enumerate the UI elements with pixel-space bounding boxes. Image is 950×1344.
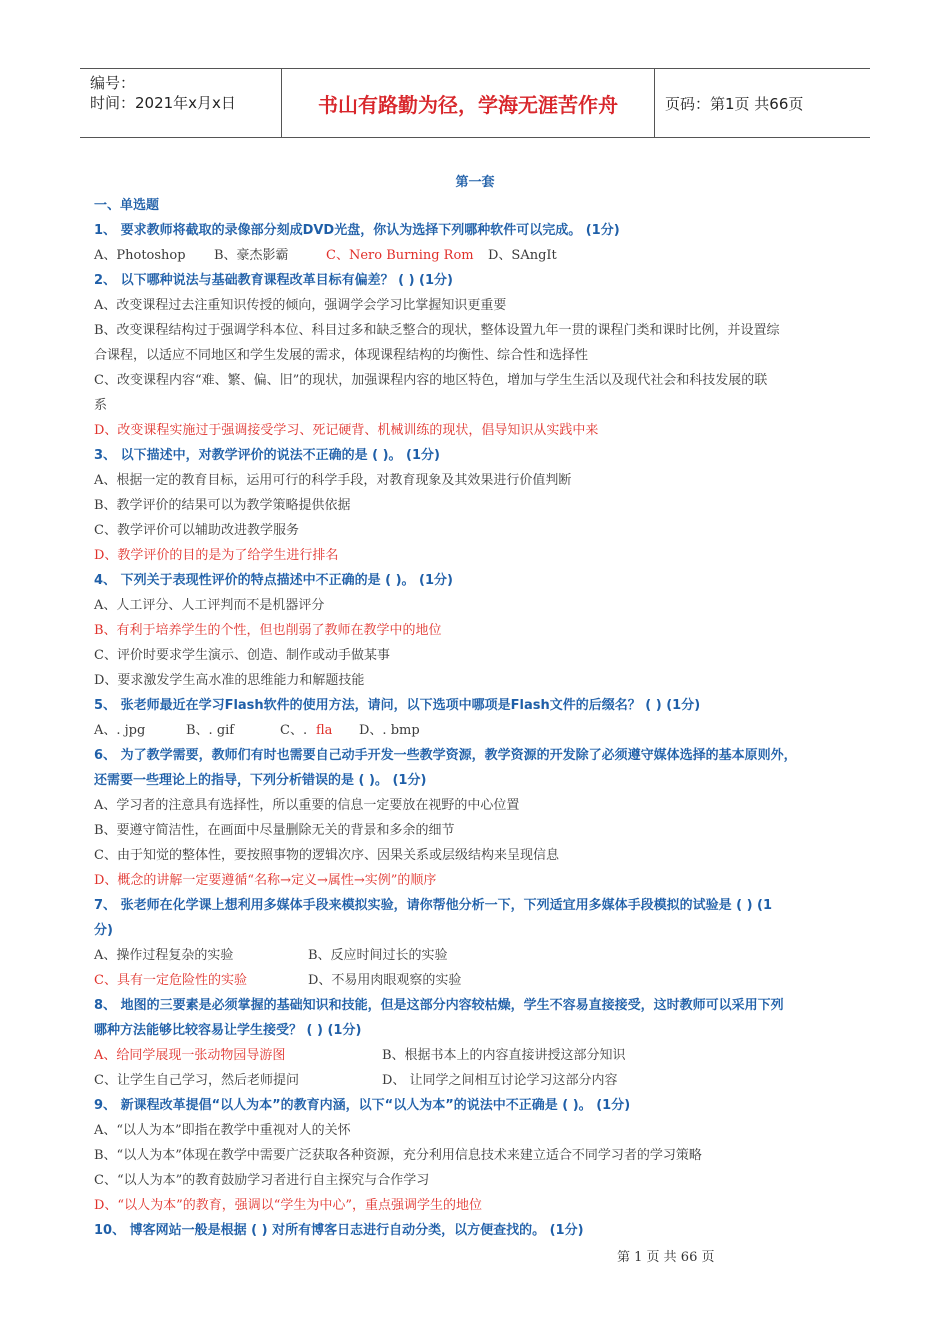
option-c: C、“以人为本”的教育鼓励学习者进行自主探究与合作学习 <box>94 1173 430 1188</box>
question-10: 10、 博客网站一般是根据 ( ) 对所有博客日志进行自动分类，以方便查找的。 (1分) <box>94 1223 584 1238</box>
option-d-correct: D、“以人为本”的教育，强调以“学生为中心”，重点强调学生的地位 <box>94 1198 483 1213</box>
option-b: B、. gif <box>186 723 235 738</box>
option-a: A、改变课程过去注重知识传授的倾向，强调学会学习比掌握知识更重要 <box>94 298 507 313</box>
section-title: 一、单选题 <box>94 198 160 213</box>
option-a: A、学习者的注意具有选择性，所以重要的信息一定要放在视野的中心位置 <box>94 798 520 813</box>
question-1: 1、 要求教师将截取的录像部分刻成DVD光盘，你认为选择下列哪种软件可以完成。 (1分) <box>94 223 620 238</box>
question-5: 5、 张老师最近在学习Flash软件的使用方法，请问，以下选项中哪项是Flash文件的后缀名？ ( ) (1分) <box>94 698 701 713</box>
option-d-correct: D、改变课程实施过于强调接受学习、死记硬背、机械训练的现状，倡导知识从实践中来 <box>94 423 599 438</box>
question-6-line2: 还需要一些理论上的指导，下列分析错误的是 ( )。 (1分) <box>94 773 427 788</box>
question-list <box>94 193 864 1243</box>
question-7-options-row2 <box>94 968 864 993</box>
question-4: 4、 下列关于表现性评价的特点描述中不正确的是 ( )。 (1分) <box>94 573 453 588</box>
code-label: 编号： <box>90 74 136 92</box>
question-7-line1: 7、 张老师在化学课上想利用多媒体手段来模拟实验，请你帮他分析一下，下列适宜用多媒体手段模拟的试验是 ( ) (1 <box>94 898 773 913</box>
question-8-options-row2 <box>94 1068 864 1093</box>
question-2: 2、 以下哪种说法与基础教育课程改革目标有偏差？ ( ) (1分) <box>94 273 453 288</box>
set-title: 第一套 <box>455 175 495 190</box>
option-c: C、教学评价可以辅助改进教学服务 <box>94 523 299 538</box>
page-footer: 第 1 页 共 66 页 <box>617 1250 715 1265</box>
option-a: A、Photoshop <box>94 248 186 263</box>
date-label: 时间：2021年x月x日 <box>90 94 236 112</box>
option-b: B、根据书本上的内容直接讲授这部分知识 <box>382 1048 626 1063</box>
question-9: 9、 新课程改革提倡“以人为本”的教育内涵，以下“以人为本”的说法中不正确是 ( )。 (1分) <box>94 1098 631 1113</box>
question-6-line1: 6、 为了教学需要，教师们有时也需要自己动手开发一些教学资源，教学资源的开发除了必须遵守媒体选择的基本原则外， <box>94 748 797 763</box>
question-1-options <box>94 243 864 268</box>
option-c: C、让学生自己学习，然后老师提问 <box>94 1073 299 1088</box>
option-a: A、“以人为本”即指在教学中重视对人的关怀 <box>94 1123 351 1138</box>
option-b: B、豪杰影霸 <box>214 248 289 263</box>
option-a: A、人工评分、人工评判而不是机器评分 <box>94 598 325 613</box>
question-3: 3、 以下描述中，对教学评价的说法不正确的是 ( )。 (1分) <box>94 448 440 463</box>
header-meta <box>80 69 282 137</box>
option-d: D、 让同学之间相互讨论学习这部分内容 <box>382 1073 618 1088</box>
option-c-line2: 系 <box>94 398 108 413</box>
page-header <box>80 68 870 138</box>
option-a: A、根据一定的教育目标，运用可行的科学手段，对教育现象及其效果进行价值判断 <box>94 473 572 488</box>
question-7-options-row1 <box>94 943 864 968</box>
option-c: C、评价时要求学生演示、创造、制作或动手做某事 <box>94 648 390 663</box>
question-8-line1: 8、 地图的三要素是必须掌握的基础知识和技能，但是这部分内容较枯燥，学生不容易直接接受，这时教师可以采用下列 <box>94 998 784 1013</box>
option-b-line1: B、改变课程结构过于强调学科本位、科目过多和缺乏整合的现状，整体设置九年一贯的课程门类和课时比例，并设置综 <box>94 323 780 338</box>
question-7-line2: 分) <box>94 923 113 938</box>
question-8-line2: 哪种方法能够比较容易让学生接受？ ( ) (1分) <box>94 1023 362 1038</box>
option-c-prefix: C、. <box>280 723 308 738</box>
option-d: D、要求激发学生高水准的思维能力和解题技能 <box>94 673 365 688</box>
option-c-correct: fla <box>316 723 333 738</box>
option-b: B、反应时间过长的实验 <box>308 948 448 963</box>
option-b-correct: B、有利于培养学生的个性，但也削弱了教师在教学中的地位 <box>94 623 442 638</box>
option-d-correct: D、概念的讲解一定要遵循“名称→定义→属性→实例”的顺序 <box>94 873 437 888</box>
option-b: B、教学评价的结果可以为教学策略提供依据 <box>94 498 351 513</box>
option-a-correct: A、给同学展现一张动物园导游图 <box>94 1048 286 1063</box>
option-c-correct: C、Nero Burning Rom <box>326 248 474 263</box>
header-page-label: 页码：第1页 共66页 <box>665 94 804 113</box>
question-5-options <box>94 718 864 743</box>
option-a: A、. jpg <box>94 723 146 738</box>
option-b-line2: 合课程，以适应不同地区和学生发展的需求，体现课程结构的均衡性、综合性和选择性 <box>94 348 589 363</box>
question-8-options-row1 <box>94 1043 864 1068</box>
option-d: D、SAngIt <box>488 248 557 263</box>
option-b: B、要遵守简洁性，在画面中尽量删除无关的背景和多余的细节 <box>94 823 455 838</box>
option-c-correct: C、具有一定危险性的实验 <box>94 973 247 988</box>
option-c-line1: C、改变课程内容“难、繁、偏、旧”的现状，加强课程内容的地区特色，增加与学生生活以及现代社会和科技发展的联 <box>94 373 768 388</box>
option-d: D、不易用肉眼观察的实验 <box>308 973 462 988</box>
option-c: C、由于知觉的整体性，要按照事物的逻辑次序、因果关系或层级结构来呈现信息 <box>94 848 559 863</box>
option-d: D、. bmp <box>359 723 420 738</box>
option-d-correct: D、教学评价的目的是为了给学生进行排名 <box>94 548 339 563</box>
header-motto: 书山有路勤为径，学海无涯苦作舟 <box>282 69 655 137</box>
option-a: A、操作过程复杂的实验 <box>94 948 234 963</box>
option-b: B、“以人为本”体现在教学中需要广泛获取各种资源，充分利用信息技术来建立适合不同学习者的学习策略 <box>94 1148 702 1163</box>
